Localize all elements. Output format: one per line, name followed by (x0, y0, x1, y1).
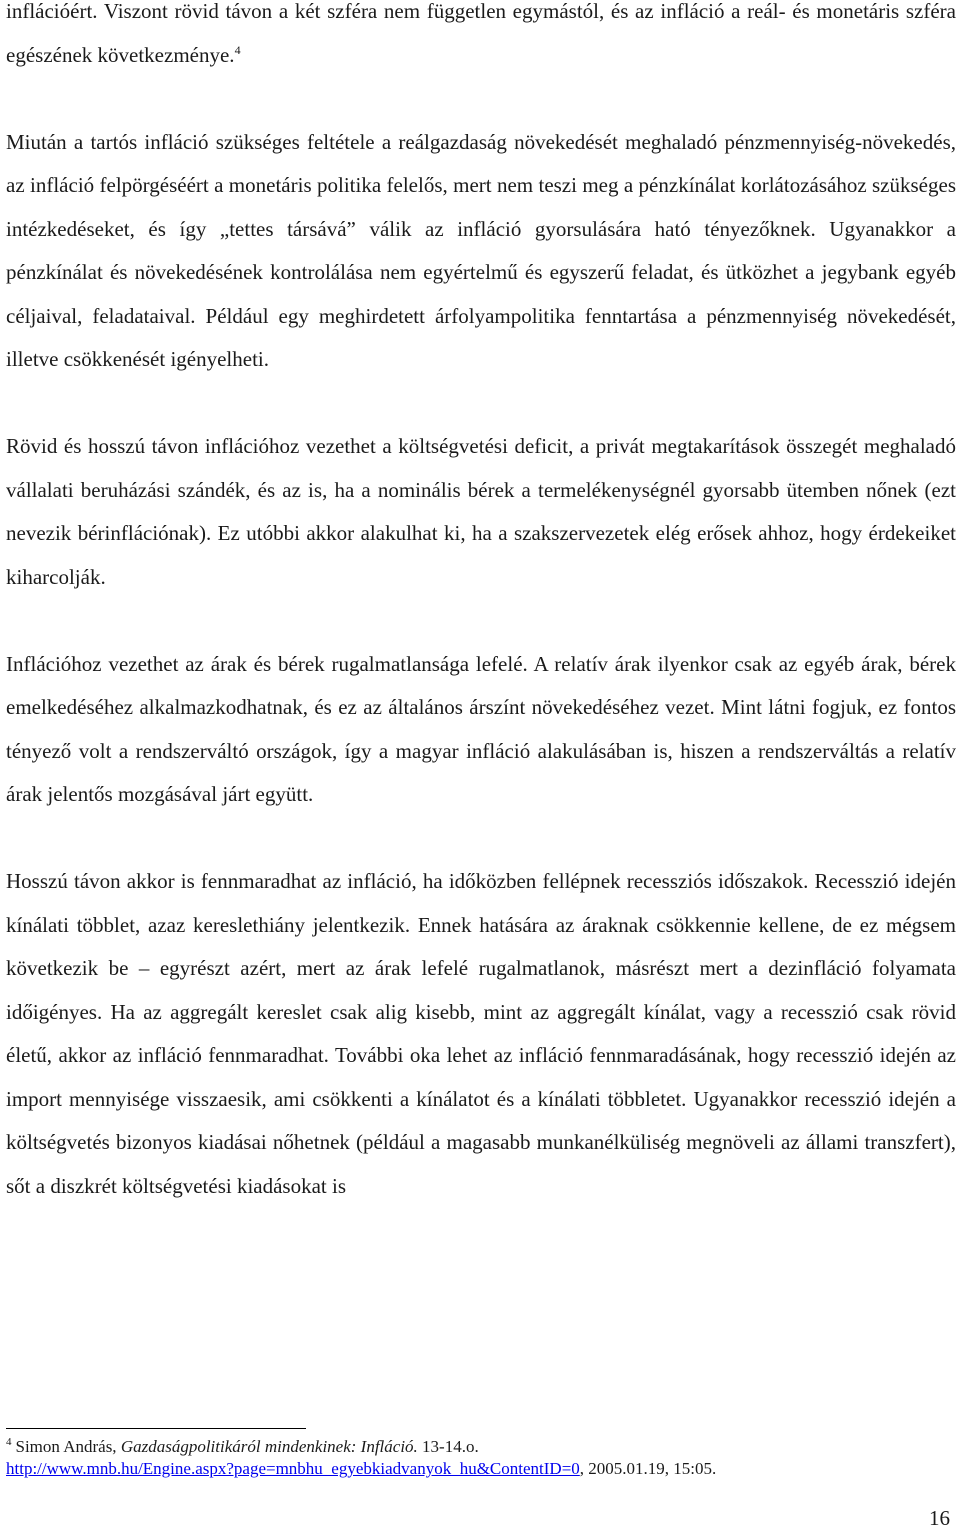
paragraph-5: Hosszú távon akkor is fennmaradhat az infláció, ha időközben fellépnek recessziós időszakok. Recesszió idején kínálati többlet, azaz kereslethiány jelentkezik. Ennek hatására az áraknak csökkennie kellene, de ez mégsem következik be – egyrészt azért, mert az árak lefelé rugalmatlanok, másrészt mert a dezinfláció folyamata időigényes. Ha az aggregált kereslet csak alig kisebb, mint az aggregált kínálat, vagy a recesszió csak rövid életű, akkor az infláció fennmaradhat. További oka lehet az infláció fennmaradásának, hogy recesszió idején az import mennyisége visszaesik, ami csökkenti a kínálatot és a kínálati többletet. Ugyanakkor recesszió idején a költségvetés bizonyos kiadásai nőhetnek (például a magasabb munkanélküliség megnöveli az állami transzfert), sőt a diszkrét költségvetési kiadásokat is (6, 869, 956, 1198)
paragraph-text: inflációért. Viszont rövid távon a két szféra nem független egymástól, és az infláció a reál- és monetáris szféra egészének következménye. (6, 0, 956, 67)
footnote-pages: 13-14.o. (417, 1437, 479, 1456)
paragraph-1 (6, 0, 956, 77)
paragraph-3: Rövid és hosszú távon inflációhoz vezethet a költségvetési deficit, a privát megtakarítások összegét meghaladó vállalati beruházási szándék, és az is, ha a nominális bérek a termelékenységnél gyorsabb ütemben nőnek (ezt nevezik bérinflációnak). Ez utóbbi akkor alakulhat ki, ha a szakszervezetek elég erősek ahhoz, hogy érdekeiket kiharcolják. (6, 434, 956, 589)
document-page (6, 0, 956, 1208)
footnote-title: Gazdaságpolitikáról mindenkinek: Infláció. (120, 1437, 418, 1456)
footnote-link[interactable]: http://www.mnb.hu/Engine.aspx?page=mnbhu_egyebkiadvanyok_hu&ContentID=0 (6, 1459, 580, 1478)
footnote-separator (6, 1428, 306, 1429)
footnote-author: Simon András, (15, 1437, 121, 1456)
footnote-number: 4 (6, 1436, 12, 1449)
footnote-accessed: , 2005.01.19, 15:05. (579, 1459, 717, 1478)
footnote (6, 1436, 956, 1480)
footnote-reference[interactable]: 4 (234, 42, 241, 57)
paragraph-4: Inflációhoz vezethet az árak és bérek rugalmatlansága lefelé. A relatív árak ilyenkor csak az egyéb árak, bérek emelkedéséhez alkalmazkodhatnak, és ez az általános árszínt növekedéséhez vezet. Mint látni fogjuk, ez fontos tényező volt a rendszerváltó országok, így a magyar infláció alakulásában is, hiszen a rendszerváltás a relatív árak jelentős mozgásával járt együtt. (6, 651, 956, 806)
paragraph-2: Miután a tartós infláció szükséges feltétele a reálgazdaság növekedését meghaladó pénzmennyiség-növekedés, az infláció felpörgéséért a monetáris politika felelős, mert nem teszi meg a pénzkínálat korlátozásához szükséges intézkedéseket, és így „tettes társává” válik az infláció gyorsulására ható tényezőknek. Ugyanakkor a pénzkínálat és növekedésének kontrolálása nem egyértelmű és egyszerű feladat, és ütközhet a jegybank egyéb céljaival, feladataival. Például egy meghirdetett árfolyampolitika fenntartása a pénzmennyiség növekedését, illetve csökkenését igényelheti. (6, 129, 956, 371)
page-number: 16 (929, 1506, 950, 1530)
